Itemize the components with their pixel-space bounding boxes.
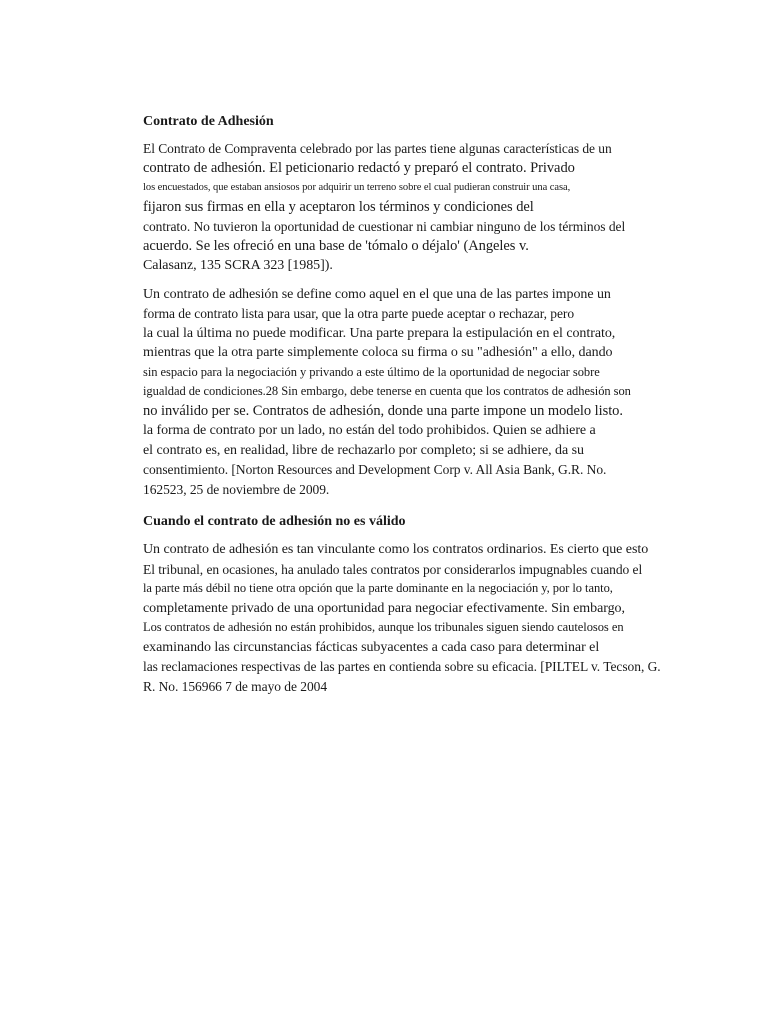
- text-line: contrato. No tuvieron la oportunidad de cuestionar ni cambiar ninguno de los términos del: [143, 219, 626, 234]
- text-line: Los contratos de adhesión no están prohibidos, aunque los tribunales siguen siendo cautelosos en: [143, 620, 624, 634]
- text-line: examinando las circunstancias fácticas subyacentes a cada caso para determinar el: [143, 639, 600, 655]
- paragraph-norton: [143, 285, 723, 500]
- paragraph-piltel: [143, 540, 723, 696]
- text-line: igualdad de condiciones.28 Sin embargo, debe tenerse en cuenta que los contratos de adhesión son: [143, 384, 631, 398]
- text-line: sin espacio para la negociación y privando a este último de la oportunidad de negociar sobre: [143, 364, 600, 379]
- text-line: El tribunal, en ocasiones, ha anulado tales contratos por considerarlos impugnables cuando el: [143, 561, 643, 577]
- text-line: la cual la última no puede modificar. Una parte prepara la estipulación en el contrato,: [143, 325, 616, 341]
- document-page: [143, 112, 723, 696]
- text-line: R. No. 156966 7 de mayo de 2004: [143, 678, 328, 694]
- text-line: 162523, 25 de noviembre de 2009.: [143, 481, 330, 497]
- text-line: la forma de contrato por un lado, no están del todo prohibidos. Quien se adhiere a: [143, 423, 596, 438]
- text-line: los encuestados, que estaban ansiosos por adquirir un terreno sobre el cual pudieran construir una casa,: [143, 182, 571, 193]
- text-line: consentimiento. [Norton Resources and Development Corp v. All Asia Bank, G.R. No.: [143, 462, 607, 477]
- section-subtitle: Cuando el contrato de adhesión no es válido: [143, 514, 406, 529]
- text-line: fijaron sus firmas en ella y aceptaron los términos y condiciones del: [143, 198, 534, 215]
- text-line: el contrato es, en realidad, libre de rechazarlo por completo; si se adhiere, da su: [143, 442, 584, 458]
- text-line: la parte más débil no tiene otra opción que la parte dominante en la negociación y, por lo tanto,: [143, 581, 613, 595]
- document-title: Contrato de Adhesión: [143, 114, 274, 129]
- paragraph-angeles: [143, 139, 723, 276]
- text-line: las reclamaciones respectivas de las partes en contienda sobre su eficacia. [PILTEL v. Tecson, G.: [143, 659, 661, 674]
- text-line: El Contrato de Compraventa celebrado por las partes tiene algunas características de un: [143, 141, 612, 156]
- text-line: Calasanz, 135 SCRA 323 [1985]).: [143, 258, 333, 273]
- text-line: Un contrato de adhesión se define como aquel en el que una de las partes impone un: [143, 286, 611, 302]
- text-line: no inválido per se. Contratos de adhesión, donde una parte impone un modelo listo.: [143, 402, 623, 419]
- text-line: completamente privado de una oportunidad para negociar efectivamente. Sin embargo,: [143, 600, 625, 616]
- text-line: forma de contrato lista para usar, que la otra parte puede aceptar o rechazar, pero: [143, 306, 575, 321]
- text-line: acuerdo. Se les ofreció en una base de 'tómalo o déjalo' (Angeles v.: [143, 237, 529, 254]
- text-line: Un contrato de adhesión es tan vinculante como los contratos ordinarios. Es cierto que esto: [143, 542, 649, 557]
- text-line: mientras que la otra parte simplemente coloca su firma o su "adhesión" a ello, dando: [143, 345, 613, 360]
- text-line: contrato de adhesión. El peticionario redactó y preparó el contrato. Privado: [143, 159, 575, 176]
